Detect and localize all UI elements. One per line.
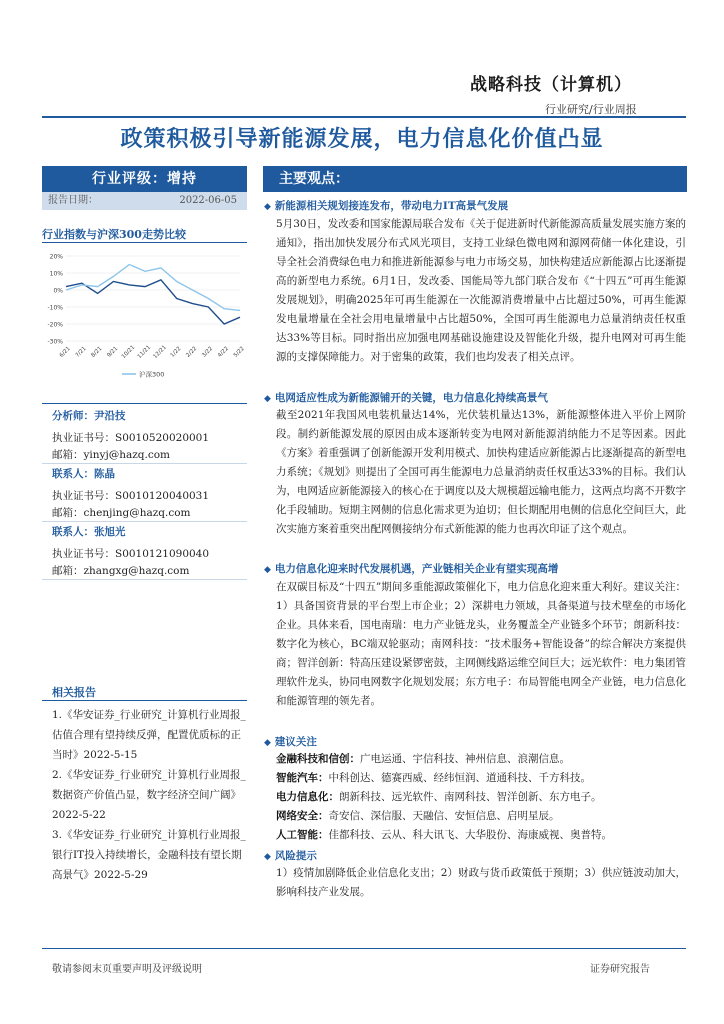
chart-x-tick-label: 7/21 (74, 345, 88, 359)
analyst-2-role-name: 联系人：陈晶 (52, 468, 115, 480)
chart-x-tick-label: 9/21 (106, 345, 120, 359)
footer-disclaimer-link[interactable]: 敬请参阅末页重要声明及评级说明 (52, 964, 202, 975)
triangle-bullet-icon: ◆ (264, 394, 271, 404)
triangle-bullet-icon: ◆ (264, 202, 271, 212)
analyst-3-role-name: 联系人：张旭光 (52, 526, 126, 538)
section-2-text: 截至2021年我国风电装机量达14%，光伏装机量达13%，新能源整体进入平价上网阶段。制约新能源发展的原因由成本逐渐转变为电网对新能源消纳能力不足等因素。因此《方案》着重强调了创新能源开发利用模式、加快构建适应新能源占比逐渐提高的新型电力系统；《规划》则提出了全国可再生能源电力总量消纳责任权重达33%的目标。我们认为，电网适应新能源接入的核心在于调度以及大规模超远输电能力，这两点均离不开数字化手段辅助。短期主网侧的信息化需求更为迫切；但长期配用电侧的信息化空间巨大，此次实施方案着重突出配网侧接纳分布式新能源的能力也再次印证了这个观点。 (276, 409, 686, 535)
chart-legend (122, 370, 164, 379)
risk-heading: ◆ 风险提示 (264, 850, 317, 862)
analyst-3-email: 邮箱：zhangxg@hazq.com (52, 565, 190, 577)
triangle-bullet-icon: ◆ (264, 852, 271, 862)
analyst-divider (42, 463, 247, 464)
chart-y-tick-label: 0% (53, 287, 63, 295)
main-views-header: 主要观点： (263, 166, 687, 192)
report-date (42, 192, 247, 210)
chart-legend-label: 沪深300 (139, 370, 165, 379)
analyst-2-email: 邮箱：chenjing@hazq.com (52, 507, 191, 519)
risk-text: 1）疫情加剧降低企业信息化支出；2）财政与货币政策低于预期；3）供应链波动加大，影响科技产业发展。 (276, 867, 686, 898)
section-3-text: 在双碳目标及“十四五”期间多重能源政策催化下，电力信息化迎来重大利好。建议关注：1）具备国资背景的平台型上市企业；2）深耕电力领域，具备渠道与技术壁垒的市场化企业。具体来看，国电南瑞：电力产业链龙头，业务覆盖全产业链多个环节；朗新科技：数字化为核心，BC端双轮驱动；南网科技：“技术服务+智能设备”的综合解决方案提供商；智洋创新：特高压建设紧锣密鼓，主网侧线路运维空间巨大；远光软件：电力集团管理软件龙头，协同电网数字化规划发展；东方电子：布局智能电网全产业链，电力信息化和能源管理的领先者。 (276, 581, 686, 707)
chart-x-tick-label: 3/22 (201, 345, 215, 359)
analyst-1-license: 执业证书号：S0010520020001 (52, 432, 210, 444)
report-type: 行业研究/行业周报 (545, 103, 637, 116)
analyst-divider (42, 579, 247, 580)
analyst-2-license: 执业证书号：S0010120040031 (52, 490, 210, 502)
section-2-heading: ◆ 电网适应性成为新能源铺开的关键，电力信息化持续高景气 (264, 392, 548, 404)
suggest-item: 电力信息化：朗新科技、远光软件、南网科技、智洋创新、东方电子。 (276, 791, 602, 803)
related-reports-rule (42, 700, 247, 701)
industry-rating: 行业评级：增持 (42, 166, 247, 192)
analyst-rule (42, 403, 247, 404)
chart-x-tick-label: 2/22 (185, 345, 199, 359)
section-1-text: 5月30日，发改委和国家能源局联合发布《关于促进新时代新能源高质量发展实施方案的通知》，指出加快发展分布式风光项目，支持工业绿色微电网和源网荷储一体化建设，引导全社会消费绿色电力和推进新能源参与电力市场交易，加快构建适应新能源占比逐渐提高的新型电力系统。6月1日，发改委、国能局等九部门联合发布《“十四五”可再生能源发展规划》，明确2025年可再生能源在一次能源消费增量中占比超过50%，可再生能源发电量增量在全社会用电量增量中占比超50%，全国可再生能源电力总量消纳责任权重达33%等目标。同时指出应加强电网基础设施建设及智能化升级，提升电网对可再生能源的支撑保障能力。对于密集的政策，我们也均发表了相关点评。 (276, 218, 686, 363)
suggest-item: 人工智能：佳都科技、云从、科大讯飞、大华股份、海康威视、奥普特。 (276, 829, 612, 841)
related-report-2[interactable]: 2.《华安证券_行业研究_计算机行业周报_数据资产价值凸显，数字经济空间广阔》2022-5-22 (52, 769, 246, 821)
chart-x-tick-label: 5/22 (232, 345, 246, 359)
index-trend-chart (42, 246, 247, 386)
chart-y-ticks (47, 254, 63, 346)
suggest-item: 网络安全：奇安信、深信服、天融信、安恒信息、启明星辰。 (276, 810, 560, 822)
chart-y-tick-label: -30% (47, 338, 63, 346)
chart-y-tick-label: -20% (47, 321, 63, 329)
chart-x-tick-label: 4/22 (216, 345, 230, 359)
chart-y-tick-label: 10% (49, 270, 63, 278)
report-series-title: 战略科技（计算机） (470, 75, 632, 95)
footer-report-type: 证券研究报告 (590, 964, 650, 975)
chart-x-tick-label: 6/21 (58, 345, 72, 359)
footer-rule (42, 948, 686, 949)
main-title: 政策积极引导新能源发展，电力信息化价值凸显 (120, 126, 604, 152)
triangle-bullet-icon: ◆ (264, 565, 271, 575)
related-report-1[interactable]: 1.《华安证券_行业研究_计算机行业周报_估值合理有望持续反弹，配置优质标的正当时》2022-5-15 (52, 709, 246, 761)
chart-x-tick-label: 11/21 (136, 344, 153, 361)
analyst-divider (42, 521, 247, 522)
suggest-item: 金融科技和信创：广电运通、宇信科技、神州信息、浪潮信息。 (276, 753, 570, 765)
triangle-bullet-icon: ◆ (264, 738, 271, 748)
report-date-label: 报告日期： (48, 195, 98, 206)
chart-section-rule (42, 242, 247, 243)
chart-section-title: 行业指数与沪深300走势比较 (42, 228, 186, 241)
chart-x-tick-label: 10/21 (120, 344, 137, 361)
suggest-item: 智能汽车：中科创达、德赛西威、经纬恒润、道通科技、千方科技。 (276, 772, 591, 784)
related-report-3[interactable]: 3.《华安证券_行业研究_计算机行业周报_银行IT投入持续增长，金融科技有望长期高景气》2022-5-29 (52, 829, 246, 881)
section-3-heading: ◆ 电力信息化迎来时代发展机遇，产业链相关企业有望实现高增 (264, 563, 559, 575)
chart-x-tick-label: 1/22 (169, 345, 183, 359)
chart-series-lines (66, 265, 240, 325)
chart-x-tick-label: 12/21 (152, 344, 168, 361)
chart-series-line-2 (66, 265, 240, 311)
chart-y-tick-label: 20% (49, 253, 63, 261)
analyst-1-email: 邮箱：yinyj@hazq.com (52, 449, 171, 461)
chart-x-tick-label: 8/21 (90, 345, 104, 359)
chart-y-tick-label: -10% (47, 304, 63, 312)
analyst-1-role-name: 分析师：尹沿技 (52, 410, 126, 422)
chart-gridlines (66, 256, 240, 341)
chart-x-ticks (59, 345, 246, 360)
report-date-value: 2022-06-05 (179, 195, 237, 206)
related-reports-title: 相关报告 (52, 686, 96, 699)
header-rule (42, 116, 686, 118)
section-1-heading: ◆ 新能源相关规划接连发布，带动电力IT高景气发展 (264, 200, 509, 212)
suggest-heading: ◆ 建议关注 (264, 736, 317, 748)
analyst-3-license: 执业证书号：S0010121090040 (52, 548, 210, 560)
